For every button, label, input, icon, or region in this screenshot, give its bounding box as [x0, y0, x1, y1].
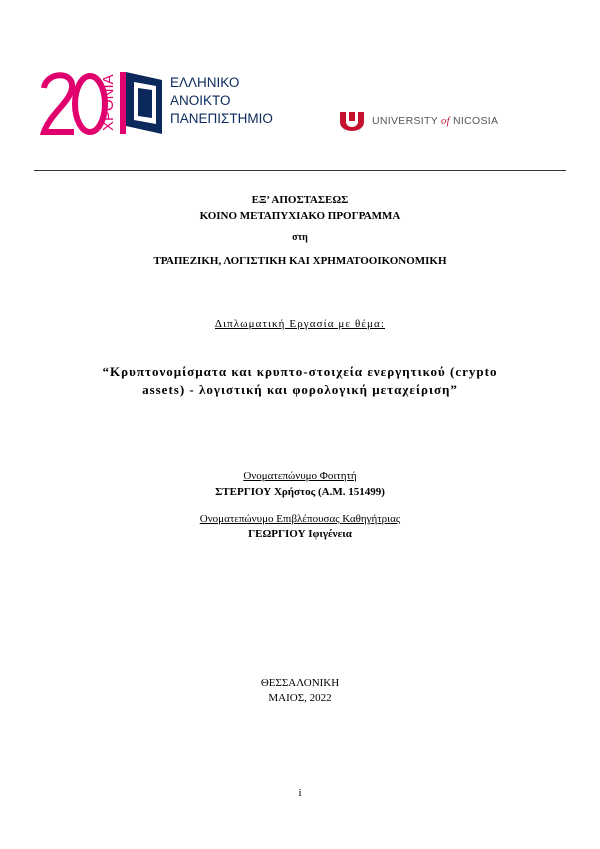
supervisor-name: ΓΕΩΡΓΙΟΥ Ιφιγένεια	[248, 528, 352, 540]
header-divider	[34, 170, 566, 171]
thesis-label-text: Διπλωματική Εργασία με θέμα:	[214, 318, 386, 330]
program-type: ΚΟΙΝΟ ΜΕΤΑΠΥΧΙΑΚΟ ΠΡΟΓΡΑΜΜΑ	[199, 210, 401, 222]
program-preposition: στη	[292, 232, 308, 243]
unic-suffix: NICOSIA	[453, 115, 499, 127]
page-number: i	[298, 787, 302, 799]
student-label-text: Ονοματεπώνυμο Φοιτητή	[243, 470, 357, 482]
footer-date: ΜΑΙΟΣ, 2022	[268, 692, 332, 704]
footer-city: ΘΕΣΣΑΛΟΝΙΚΗ	[260, 677, 340, 689]
supervisor-label-text: Ονοματεπώνυμο Επιβλέπουσας Καθηγήτριας	[199, 513, 401, 525]
unic-logo	[338, 110, 528, 132]
unic-emblem-icon	[338, 110, 366, 132]
student-label	[0, 470, 600, 482]
thesis-title-line-1: “Κρυπτονομίσματα και κρυπτο-στοιχεία ενεργητικού (crypto	[102, 364, 498, 379]
thesis-label	[0, 318, 600, 330]
eap-xronia-text: ΧΡΟΝΙΑ	[100, 74, 117, 132]
program-mode: ΕΞ’ ΑΠΟΣΤΑΣΕΩΣ	[251, 194, 349, 206]
supervisor-label	[0, 513, 600, 525]
program-title: ΤΡΑΠΕΖΙΚΗ, ΛΟΓΙΣΤΙΚΗ ΚΑΙ ΧΡΗΜΑΤΟΟΙΚΟΝΟΜΙΚΗ	[153, 255, 447, 267]
unic-wordmark	[372, 115, 498, 127]
eap-name	[170, 74, 273, 128]
eap-name-line-3: ΠΑΝΕΠΙΣΤΗΜΙΟ	[170, 111, 273, 126]
eap-name-line-1: ΕΛΛΗΝΙΚΟ	[170, 75, 240, 90]
eap-name-line-2: ΑΝΟΙΚΤΟ	[170, 93, 231, 108]
unic-of: of	[441, 116, 450, 127]
unic-prefix: UNIVERSITY	[372, 115, 438, 127]
student-name: ΣΤΕΡΓΙΟΥ Χρήστος (Α.Μ. 151499)	[215, 486, 385, 498]
thesis-title-line-2: assets) - λογιστική και φορολογική μεταχείριση”	[142, 382, 458, 397]
eap-logo	[40, 66, 280, 142]
